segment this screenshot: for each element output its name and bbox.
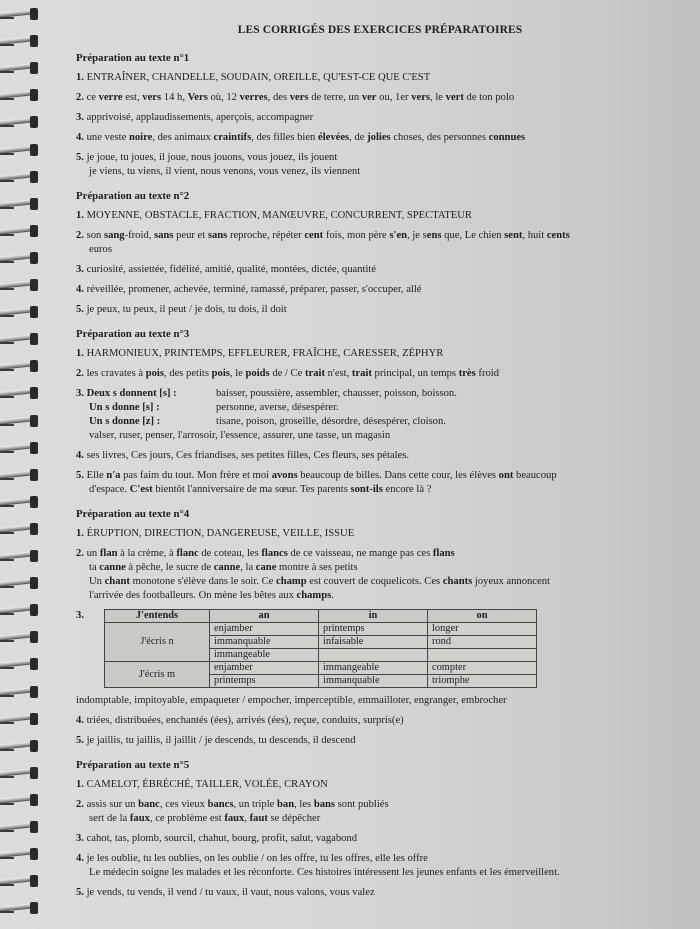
item-continuation: ta canne à pêche, le sucre de canne, la cane montre à ses petits: [89, 562, 358, 573]
item-continuation: Un chant monotone s'élève dans le soir. Ce champ est couvert de coquelicots. Ces chants joyeux annoncent: [89, 576, 550, 587]
item-continuation: d'espace. C'est bientôt l'anniversaire de ma sœur. Tes parents sont-ils encore là ?: [89, 484, 432, 495]
item-number: 3.: [76, 264, 87, 275]
exercise-item: [76, 547, 676, 603]
table-cell: printemps: [210, 675, 319, 688]
table-cell: infaisable: [319, 636, 428, 649]
exercise-item: [76, 347, 676, 361]
spiral-coil-icon: [0, 198, 44, 210]
item-text: je les oublie, tu les oublies, on les oublie / on les offre, tu les offres, elle les offre: [86, 853, 428, 864]
table-followup: indomptable, impitoyable, empaqueter / empocher, imperceptible, emmailloter, engranger, embrocher: [76, 695, 507, 706]
sounds-table-wrapper: [76, 609, 676, 688]
item-text: les cravates à pois, des petits pois, le poids de / Ce trait n'est, trait principal, un temps très froid: [86, 368, 500, 379]
item-text: ÉRUPTION, DIRECTION, DANGEREUSE, VEILLE, ISSUE: [86, 528, 355, 539]
item-text: apprivoisé, applaudissements, aperçois, accompagner: [86, 112, 314, 123]
spiral-coil-icon: [0, 8, 44, 20]
table-cell: [319, 649, 428, 662]
sound-rules-grid: [76, 387, 676, 429]
item-number: 4.: [76, 132, 87, 143]
exercise-item: [76, 209, 676, 223]
item-number: 5.: [76, 304, 87, 315]
item-number: 4.: [76, 715, 87, 726]
item-continuation: Le médecin soigne les malades et les réconforte. Ces histoires intéressent les jeunes enfants et les émerveillent.: [89, 867, 560, 878]
exercise-item: [76, 263, 676, 277]
section-texte-4: [76, 507, 676, 748]
section-heading: Préparation au texte n°5: [76, 759, 190, 771]
sounds-table: [104, 609, 537, 688]
exercise-item: [76, 131, 676, 145]
table-cell: [428, 649, 537, 662]
exercise-item: [76, 469, 676, 497]
spiral-coil-icon: [0, 306, 44, 318]
table-row: [105, 623, 537, 636]
rule-value: baisser, poussière, assembler, chausser, poisson, boisson.: [216, 388, 457, 399]
section-heading: Préparation au texte n°3: [76, 328, 190, 340]
item-number: 5.: [76, 735, 87, 746]
item-number: 5.: [76, 887, 87, 898]
spiral-coil-icon: [0, 713, 44, 725]
item-number: 5.: [76, 470, 87, 481]
item-number: 2.: [76, 368, 87, 379]
table-cell: enjamber: [210, 623, 319, 636]
spiral-coil-icon: [0, 62, 44, 74]
item-text: je jaillis, tu jaillis, il jaillit / je descends, tu descends, il descend: [86, 735, 356, 746]
exercise-item: [76, 367, 676, 381]
item-text: un flan à la crème, à flanc de coteau, les flancs de ce vaisseau, ne mange pas ces flans: [86, 548, 455, 559]
spiral-coil-icon: [0, 794, 44, 806]
table-header: in: [319, 610, 428, 623]
table-cell: compter: [428, 662, 537, 675]
item-number: 1.: [76, 348, 87, 359]
spiral-coil-icon: [0, 387, 44, 399]
item-number: 3.: [76, 833, 87, 844]
spiral-coil-icon: [0, 415, 44, 427]
section-texte-3: [76, 327, 676, 497]
table-cell: immangeable: [319, 662, 428, 675]
spiral-coil-icon: [0, 604, 44, 616]
section-heading: Préparation au texte n°1: [76, 52, 190, 64]
item-number: 5.: [76, 152, 87, 163]
exercise-item: [76, 527, 676, 541]
rule-label: Un s donne [s] :: [89, 402, 160, 413]
table-cell: longer: [428, 623, 537, 636]
item-text: MOYENNE, OBSTACLE, FRACTION, MANŒUVRE, CONCURRENT, SPECTATEUR: [86, 210, 472, 221]
spiral-coil-icon: [0, 740, 44, 752]
item-continuation: sert de la faux, ce problème est faux, faut se dépêcher: [89, 813, 321, 824]
spiral-coil-icon: [0, 171, 44, 183]
item-number: 4.: [76, 284, 87, 295]
spiral-coil-icon: [0, 658, 44, 670]
exercise-item: [76, 449, 676, 463]
spiral-coil-icon: [0, 333, 44, 345]
table-cell: immanquable: [319, 675, 428, 688]
table-header: J'entends: [105, 610, 210, 623]
table-cell: printemps: [319, 623, 428, 636]
spiral-coil-icon: [0, 144, 44, 156]
section-heading: Préparation au texte n°2: [76, 190, 190, 202]
rule-value: personne, averse, désespérer.: [216, 402, 339, 413]
item-number: 2.: [76, 548, 87, 559]
spiral-coil-icon: [0, 496, 44, 508]
item-text: ses livres, Ces jours, Ces friandises, ses petites filles, Ces fleurs, ses pétales.: [86, 450, 410, 461]
item-text: je peux, tu peux, il peut / je dois, tu dois, il doit: [86, 304, 287, 315]
spiral-coil-icon: [0, 469, 44, 481]
item-text: réveillée, promener, achevée, terminé, ramassé, préparer, passer, s'occuper, allé: [86, 284, 422, 295]
spiral-coil-icon: [0, 89, 44, 101]
spiral-coil-icon: [0, 686, 44, 698]
item-number: 1.: [76, 528, 87, 539]
item-continuation: je viens, tu viens, il vient, nous venons, vous venez, ils viennent: [89, 166, 361, 177]
section-texte-5: [76, 758, 676, 900]
table-row: [105, 662, 537, 675]
spiral-coil-icon: [0, 523, 44, 535]
exercise-item: [76, 832, 676, 846]
item-continuation: euros: [89, 244, 112, 255]
table-cell: enjamber: [210, 662, 319, 675]
spiral-coil-icon: [0, 116, 44, 128]
item-number: 2.: [76, 92, 87, 103]
exercise-item: [76, 734, 676, 748]
item-text: son sang-froid, sans peur et sans reproche, répéter cent fois, mon père s'en, je sens que, Le chien sent, huit cents: [86, 230, 570, 241]
table-header: on: [428, 610, 537, 623]
spiral-coil-icon: [0, 35, 44, 47]
table-header: an: [210, 610, 319, 623]
item-text: une veste noire, des animaux craintifs, des filles bien élevées, de jolies choses, des personnes connues: [86, 132, 526, 143]
exercise-item: [76, 714, 676, 728]
spiral-coil-icon: [0, 767, 44, 779]
rule-label: Un s donne [z] :: [89, 416, 161, 427]
page-title: LES CORRIGÉS DES EXERCICES PRÉPARATOIRES: [237, 24, 523, 36]
exercise-item: [76, 151, 676, 179]
section-texte-1: [76, 51, 676, 179]
item-text: CAMELOT, ÉBRÉCHÉ, TAILLER, VOLÉE, CRAYON: [86, 779, 328, 790]
spiral-coil-icon: [0, 848, 44, 860]
exercise-item: [76, 798, 676, 826]
exercise-item: [76, 91, 676, 105]
section-texte-2: [76, 189, 676, 317]
spiral-coil-icon: [0, 631, 44, 643]
exercise-item: [76, 283, 676, 297]
exercise-item: [76, 71, 676, 85]
exercise-item: [76, 387, 676, 443]
item-text: ce verre est, vers 14 h, Vers où, 12 verres, des vers de terre, un ver ou, 1er vers, le vert de ton polo: [86, 92, 515, 103]
table-cell: triomphe: [428, 675, 537, 688]
item-text: je vends, tu vends, il vend / tu vaux, il vaut, nous valons, vous valez: [86, 887, 375, 898]
table-cell: immangeable: [210, 649, 319, 662]
spiral-coil-icon: [0, 225, 44, 237]
item-number: 4.: [76, 450, 87, 461]
rule-value: tisane, poison, groseille, désordre, désespérer, cloison.: [216, 416, 446, 427]
item-text: assis sur un banc, ces vieux bancs, un triple ban, les bans sont publiés: [86, 799, 389, 810]
item-text: triées, distribuées, enchantés (ées), arrivés (ées), reçue, conduits, surpris(e): [86, 715, 404, 726]
item-text: Elle n'a pas faim du tout. Mon frère et moi avons beaucoup de billes. Dans cette cour, les élèves ont beaucoup: [86, 470, 557, 481]
spiral-coil-icon: [0, 279, 44, 291]
item-continuation: l'arrivée des footballeurs. On mène les bêtes aux champs.: [89, 590, 334, 601]
exercise-item: [76, 303, 676, 317]
row-header: J'écris m: [105, 662, 210, 688]
spiral-coil-icon: [0, 550, 44, 562]
exercise-item: [76, 852, 676, 880]
spiral-binding: [0, 0, 48, 929]
item-text: HARMONIEUX, PRINTEMPS, EFFLEURER, FRAÎCHE, CARESSER, ZÉPHYR: [86, 348, 444, 359]
item-continuation: valser, ruser, penser, l'arrosoir, l'essence, assurer, une tasse, un magasin: [89, 430, 391, 441]
spiral-coil-icon: [0, 902, 44, 914]
item-number: 2.: [76, 230, 87, 241]
table-cell: rond: [428, 636, 537, 649]
document-page: [76, 18, 676, 910]
spiral-coil-icon: [0, 252, 44, 264]
item-text: ENTRAÎNER, CHANDELLE, SOUDAIN, OREILLE, QU'EST-CE QUE C'EST: [86, 72, 431, 83]
exercise-item: [76, 111, 676, 125]
exercise-item: [76, 229, 676, 257]
item-number: 3.: [76, 112, 87, 123]
spiral-coil-icon: [0, 442, 44, 454]
section-heading: Préparation au texte n°4: [76, 508, 190, 520]
item-text: curiosité, assiettée, fidélité, amitié, qualité, montées, dictée, quantité: [86, 264, 377, 275]
item-number: 4.: [76, 853, 87, 864]
item-text: cahot, tas, plomb, sourcil, chahut, bourg, profit, salut, vagabond: [86, 833, 358, 844]
spiral-coil-icon: [0, 875, 44, 887]
item-number: 1.: [76, 779, 87, 790]
table-cell: immanquable: [210, 636, 319, 649]
exercise-item: [76, 886, 676, 900]
spiral-coil-icon: [0, 360, 44, 372]
item-number: 1.: [76, 210, 87, 221]
item-number: 3.: [76, 610, 84, 621]
exercise-item: [76, 778, 676, 792]
rule-label: 3. Deux s donnent [s] :: [76, 388, 177, 399]
item-text: je joue, tu joues, il joue, nous jouons, vous jouez, ils jouent: [86, 152, 338, 163]
item-number: 2.: [76, 799, 87, 810]
spiral-coil-icon: [0, 577, 44, 589]
spiral-coil-icon: [0, 821, 44, 833]
sections-container: [76, 51, 676, 900]
item-number: 1.: [76, 72, 87, 83]
row-header: J'écris n: [105, 623, 210, 662]
